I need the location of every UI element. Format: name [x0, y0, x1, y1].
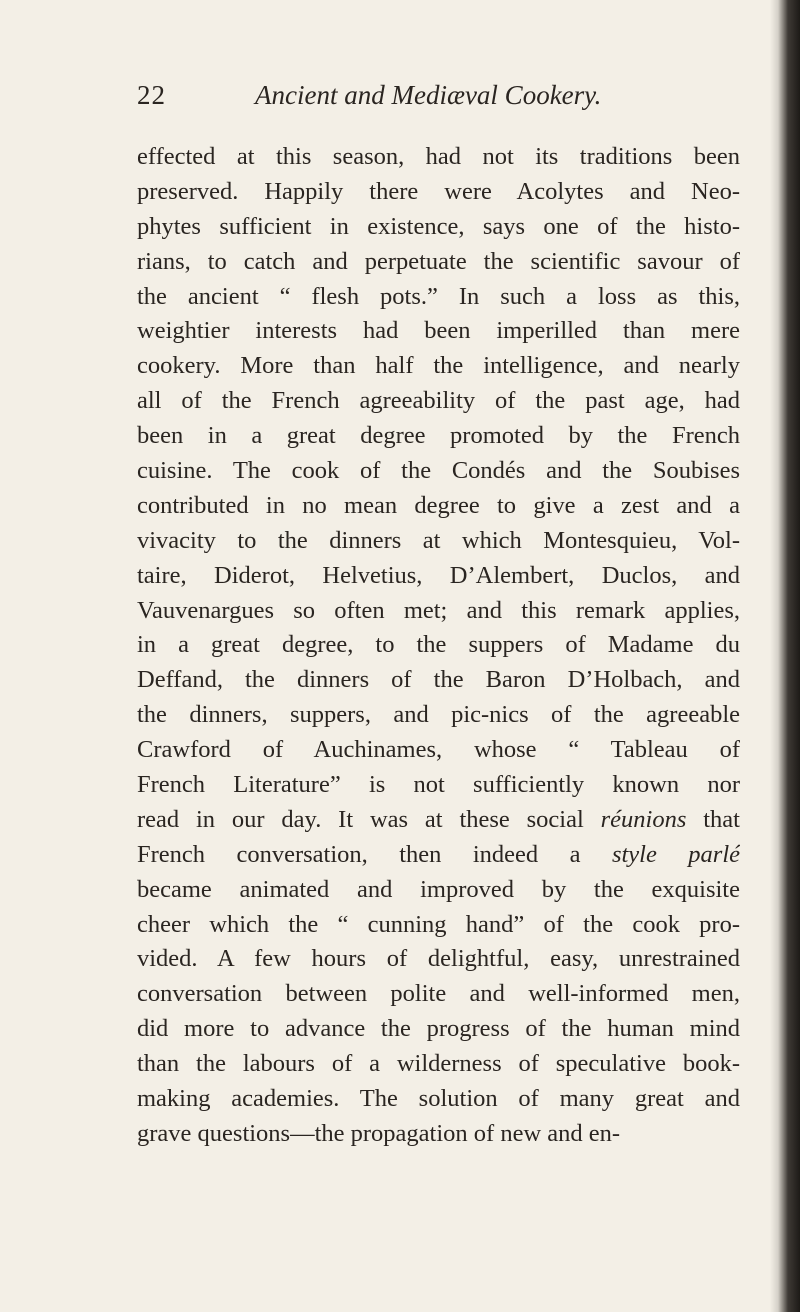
- text-line: phytes sufficient in existence, says one of the histo-: [137, 212, 740, 240]
- text-line: rians, to catch and perpetuate the scientific savour of: [137, 247, 740, 275]
- text-line: contributed in no mean degree to give a zest and a: [137, 491, 740, 519]
- text-line: the dinners, suppers, and pic-nics of the agreeable: [137, 701, 740, 729]
- italic-phrase: réunions: [600, 805, 687, 833]
- page-number: 22: [137, 80, 166, 110]
- text-line: been in a great degree promoted by the French: [137, 422, 740, 450]
- body-text: [137, 140, 740, 1152]
- text-line: than the labours of a wilderness of speculative book-: [137, 1050, 740, 1078]
- text-line: became animated and improved by the exquisite: [137, 875, 740, 903]
- text-segment: that: [686, 805, 740, 833]
- text-segment: read in our day. It was at these social: [137, 805, 601, 833]
- text-line: Vauvenargues so often met; and this remark applies,: [137, 596, 740, 624]
- text-line: grave questions—the propagation of new and en-: [137, 1119, 621, 1147]
- text-line: cookery. More than half the intelligence, and nearly: [137, 352, 740, 380]
- text-line: conversation between polite and well-informed men,: [137, 980, 740, 1008]
- text-line-mixed: [137, 838, 740, 873]
- text-line: did more to advance the progress of the human mind: [137, 1015, 740, 1043]
- text-line: taire, Diderot, Helvetius, D’Alembert, Duclos, and: [137, 561, 740, 589]
- italic-phrase: style parlé: [611, 840, 740, 868]
- text-line: preserved. Happily there were Acolytes and Neo-: [137, 177, 740, 205]
- text-line: cuisine. The cook of the Condés and the Soubises: [137, 457, 740, 485]
- text-line: Deffand, the dinners of the Baron D’Holbach, and: [137, 666, 740, 694]
- text-line: French Literature” is not sufficiently known nor: [137, 771, 740, 799]
- text-line: vivacity to the dinners at which Montesquieu, Vol-: [137, 526, 740, 554]
- text-line: effected at this season, had not its traditions been: [137, 143, 740, 170]
- page-header: [137, 78, 697, 118]
- text-line-mixed: [137, 803, 740, 838]
- text-line: making academies. The solution of many great and: [137, 1085, 740, 1113]
- text-line: Crawford of Auchinames, whose “ Tableau of: [137, 736, 740, 764]
- text-line: all of the French agreeability of the past age, had: [137, 387, 740, 415]
- text-line: the ancient “ flesh pots.” In such a loss as this,: [137, 282, 740, 310]
- text-segment: French conversation, then indeed a: [137, 840, 612, 868]
- text-line: cheer which the “ cunning hand” of the cook pro-: [137, 910, 740, 938]
- text-line: vided. A few hours of delightful, easy, unrestrained: [137, 945, 740, 973]
- running-title: Ancient and Mediæval Cookery.: [255, 80, 602, 110]
- text-line: weightier interests had been imperilled than mere: [137, 317, 740, 345]
- page-edge-shadow: [770, 0, 800, 1312]
- text-line: in a great degree, to the suppers of Madame du: [137, 631, 740, 659]
